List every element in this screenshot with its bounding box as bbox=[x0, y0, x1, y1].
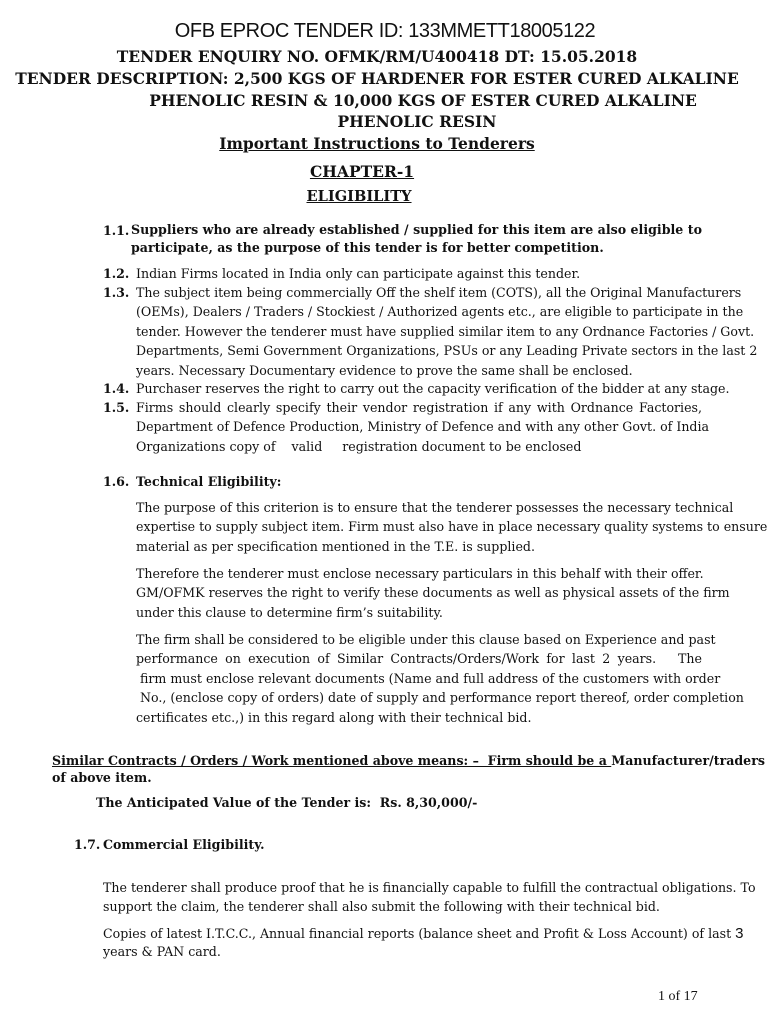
tender-enquiry-heading: TENDER ENQUIRY NO. OFMK/RM/U400418 DT: 15.05.2018 bbox=[116, 47, 638, 66]
paragraph-line: material as per specification mentioned in the T.E. is supplied. bbox=[136, 538, 535, 554]
technical-eligibility-paragraph-2 bbox=[136, 564, 730, 622]
technical-eligibility-paragraph-3 bbox=[136, 630, 744, 727]
commercial-eligibility-paragraph-1 bbox=[103, 878, 756, 917]
clause-1-5 bbox=[136, 398, 710, 456]
clause-number: 1.1. bbox=[103, 223, 130, 238]
clause-line: (OEMs), Dealers / Traders / Stockiest / Authorized agents etc., are eligible to participate in the bbox=[136, 304, 744, 320]
paragraph-text: Copies of latest I.T.C.C., Annual financial reports (balance sheet and Profit & Loss Account) of last bbox=[103, 926, 736, 941]
clause-line: Organizations copy of valid registration document to be enclosed bbox=[136, 438, 582, 454]
paragraph-line: expertise to supply subject item. Firm must also have in place necessary quality systems to ensure bbox=[136, 519, 768, 535]
paragraph-line: under this clause to determine firm’s suitability. bbox=[136, 604, 443, 620]
clause-number: 1.5. bbox=[103, 400, 130, 415]
anticipated-value: The Anticipated Value of the Tender is: Rs. 8,30,000/- bbox=[96, 795, 478, 810]
clause-line: Firms should clearly specify their vendor registration if any with Ordnance Factories, bbox=[136, 400, 702, 415]
tender-description-line-1: TENDER DESCRIPTION: 2,500 KGS OF HARDENER FOR ESTER CURED ALKALINE bbox=[15, 69, 739, 88]
technical-eligibility-title: Technical Eligibility: bbox=[136, 474, 282, 489]
clause-1-2: Indian Firms located in India only can participate against this tender. bbox=[136, 266, 581, 281]
clause-number: 1.7. bbox=[74, 837, 101, 852]
similar-contracts-underlined: Similar Contracts / Orders / Work mentioned above means: – Firm should be a bbox=[52, 753, 612, 768]
tender-description-line-3: PHENOLIC RESIN bbox=[337, 112, 497, 131]
clause-line: Departments, Semi Government Organizations, PSUs or any Leading Private sectors in the last 2 bbox=[136, 343, 758, 359]
clause-1-4: Purchaser reserves the right to carry out the capacity verification of the bidder at any stage. bbox=[136, 381, 730, 396]
paragraph-line: performance on execution of Similar Contracts/Orders/Work for last 2 years. The bbox=[136, 651, 702, 667]
commercial-eligibility-paragraph-2 bbox=[103, 925, 743, 942]
clause-line: tender. However the tenderer must have supplied similar item to any Ordnance Factories / Govt. bbox=[136, 323, 755, 339]
paragraph-line: No., (enclose copy of orders) date of supply and performance report thereof, order completion bbox=[140, 690, 744, 706]
clause-number: 1.4. bbox=[103, 381, 130, 396]
technical-eligibility-paragraph-1 bbox=[136, 498, 768, 556]
page-number: 1 of 17 bbox=[658, 989, 698, 1004]
clause-number: 1.3. bbox=[103, 285, 130, 300]
clause-number: 1.2. bbox=[103, 266, 130, 281]
instructions-title: Important Instructions to Tenderers bbox=[219, 134, 535, 153]
clause-line: participate, as the purpose of this tender is for better competition. bbox=[131, 240, 604, 255]
clause-line: Suppliers who are already established / supplied for this item are also eligible to bbox=[131, 222, 702, 237]
similar-contracts-rest: Manufacturer/traders bbox=[611, 753, 765, 768]
chapter-title: CHAPTER-1 bbox=[309, 162, 415, 181]
paragraph-line: The purpose of this criterion is to ensure that the tenderer possesses the necessary technical bbox=[136, 500, 734, 515]
section-title: ELIGIBILITY bbox=[306, 188, 412, 205]
similar-contracts-line bbox=[52, 751, 765, 770]
paragraph-line: firm must enclose relevant documents (Name and full address of the customers with order bbox=[140, 670, 721, 686]
paragraph-line: support the claim, the tenderer shall also submit the following with their technical bid. bbox=[103, 899, 660, 915]
commercial-eligibility-paragraph-2-line-2: years & PAN card. bbox=[103, 944, 221, 959]
paragraph-line: Therefore the tenderer must enclose necessary particulars in this behalf with their offer. bbox=[136, 566, 704, 581]
paragraph-line: The tenderer shall produce proof that he is financially capable to fulfill the contractual obligations. To bbox=[103, 880, 756, 895]
clause-1-1 bbox=[131, 220, 702, 239]
paragraph-line: GM/OFMK reserves the right to verify these documents as well as physical assets of the firm bbox=[136, 585, 730, 601]
clause-line: years. Necessary Documentary evidence to prove the same shall be enclosed. bbox=[136, 362, 633, 378]
similar-contracts-definition bbox=[52, 751, 765, 770]
tender-id-heading: OFB EPROC TENDER ID: 133MMETT18005122 bbox=[174, 20, 596, 42]
paragraph-number: 3 bbox=[735, 925, 744, 942]
clause-line: Department of Defence Production, Ministry of Defence and with any other Govt. of India bbox=[136, 419, 710, 435]
paragraph-line: certificates etc.,) in this regard along with their technical bid. bbox=[136, 709, 532, 725]
commercial-eligibility-title: Commercial Eligibility. bbox=[103, 837, 265, 852]
clause-number: 1.6. bbox=[103, 474, 130, 489]
similar-contracts-line-2: of above item. bbox=[52, 770, 152, 785]
clause-1-3 bbox=[136, 283, 758, 380]
tender-description-line-2: PHENOLIC RESIN & 10,000 KGS OF ESTER CURED ALKALINE bbox=[149, 91, 697, 110]
paragraph-line: The firm shall be considered to be eligible under this clause based on Experience and past bbox=[136, 632, 716, 647]
clause-line: The subject item being commercially Off the shelf item (COTS), all the Original Manufacturers bbox=[136, 285, 742, 300]
